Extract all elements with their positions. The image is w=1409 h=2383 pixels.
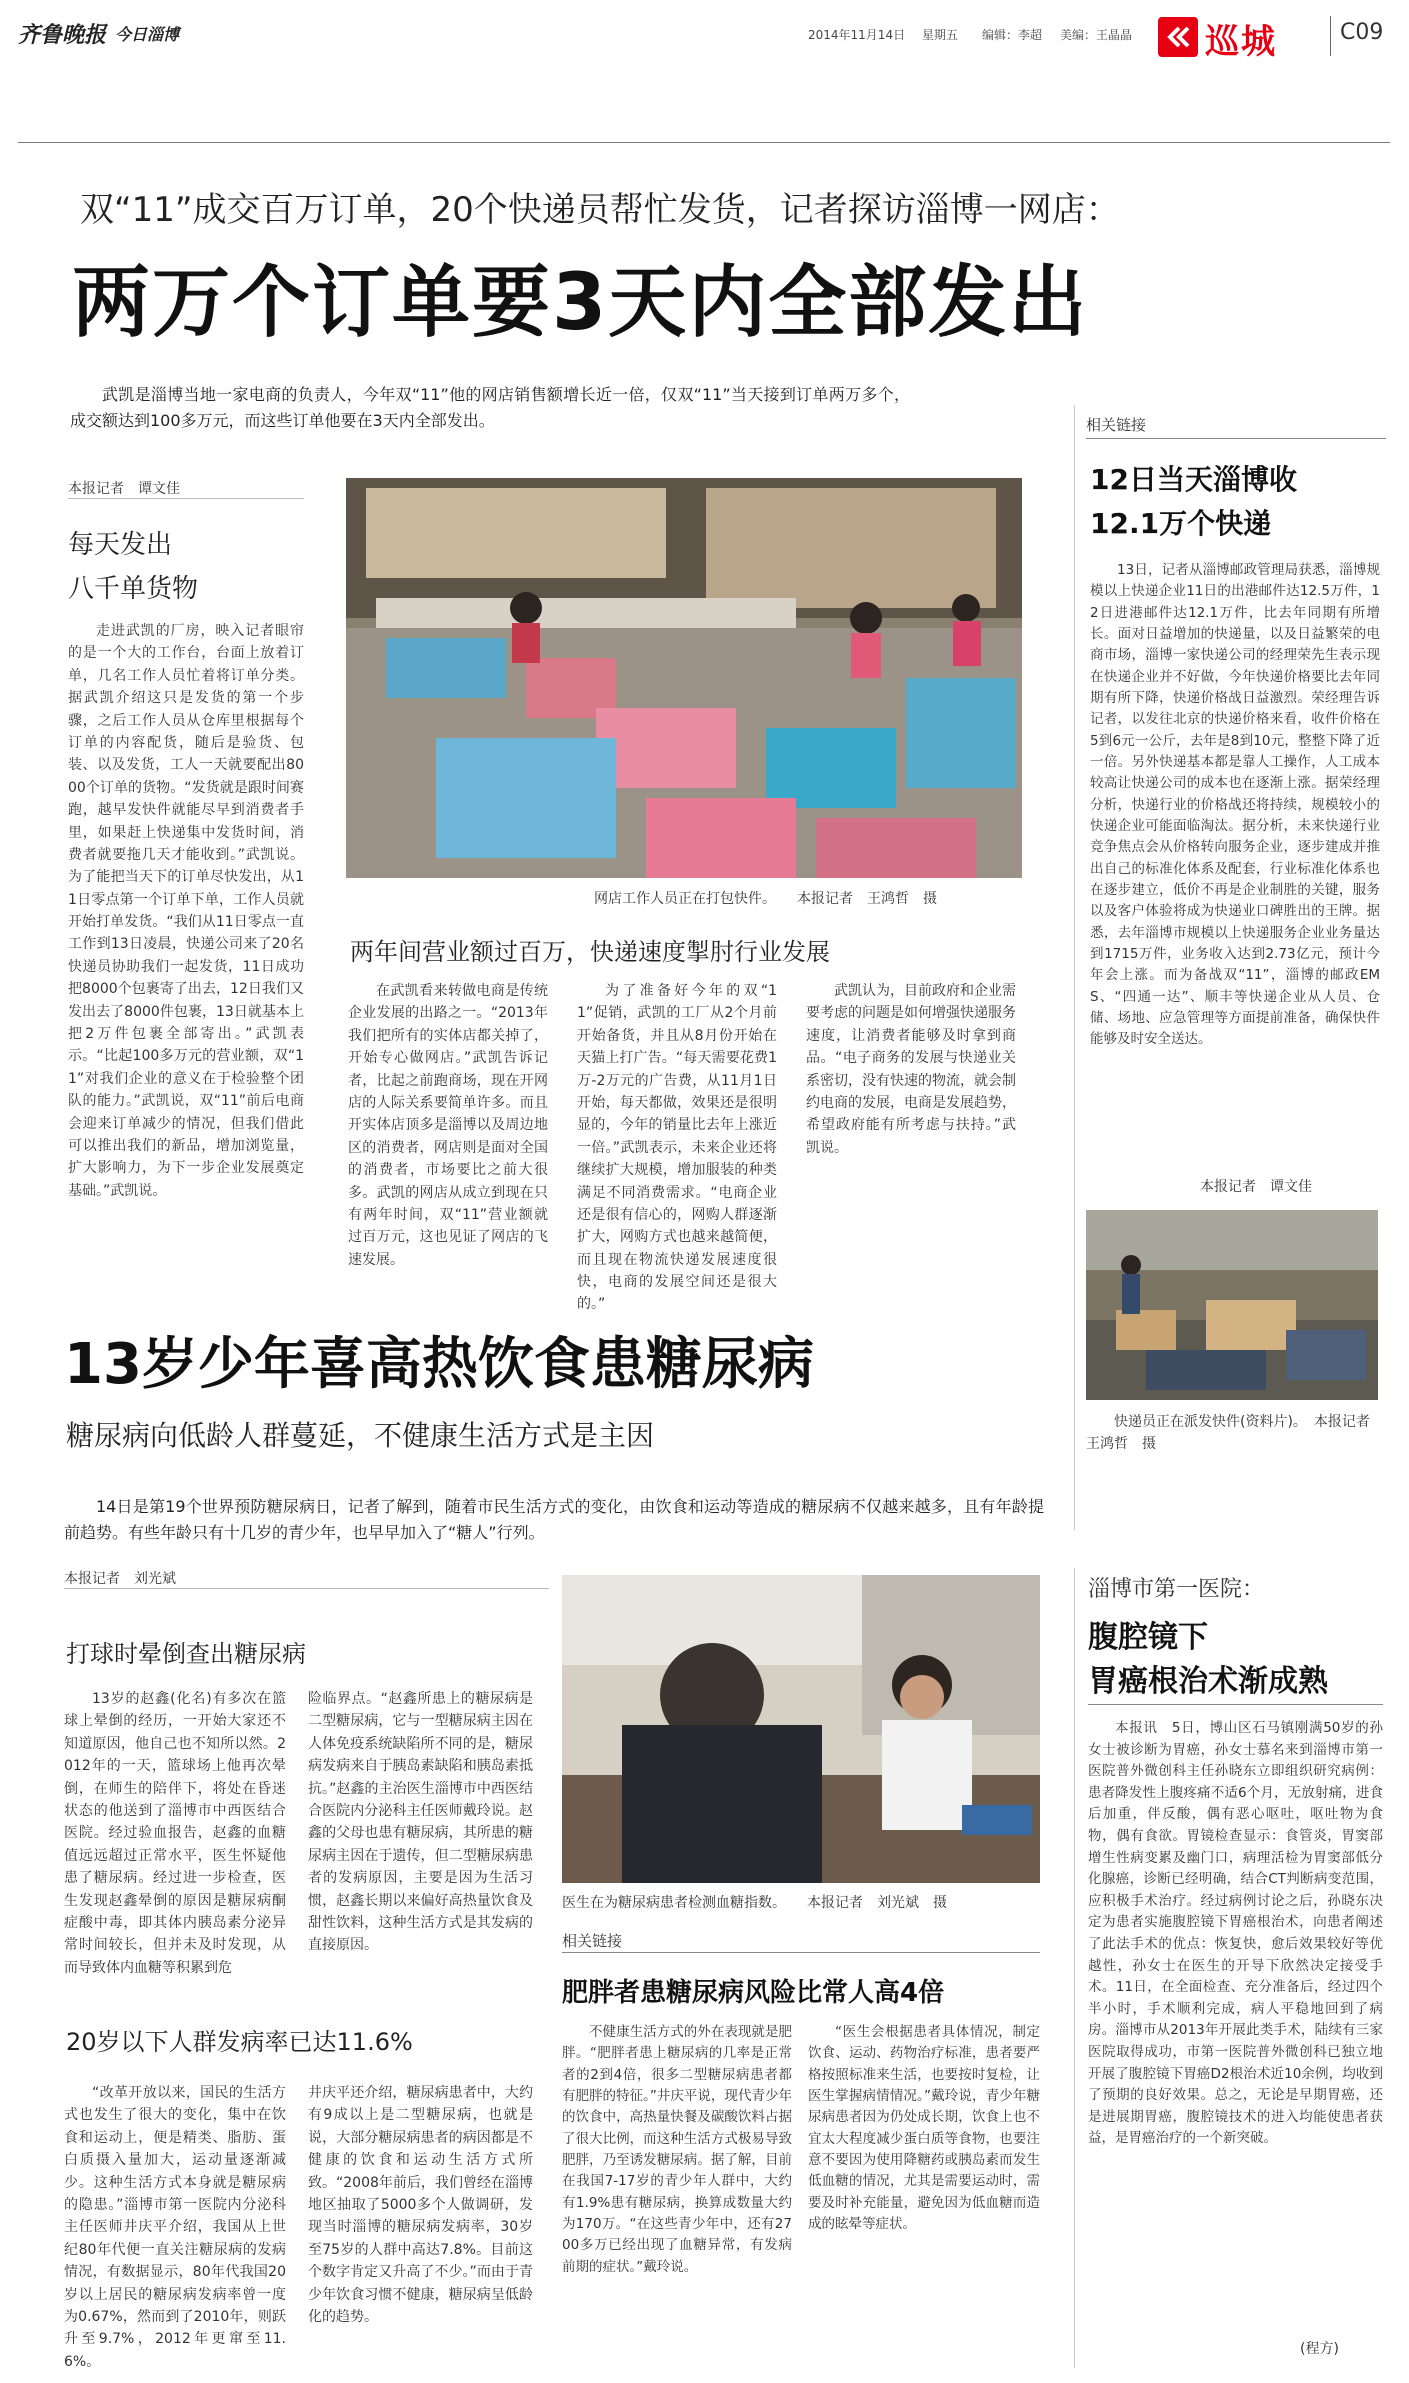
section-name: 今日淄博 bbox=[115, 25, 180, 44]
story2-link-label: 相关链接 bbox=[562, 1932, 623, 1950]
sidebar1-label: 相关链接 bbox=[1086, 416, 1147, 434]
page-number: C09 bbox=[1340, 20, 1384, 45]
courier-photo bbox=[1086, 1210, 1378, 1400]
story1-column-1: 走进武凯的厂房，映入记者眼帘的是一个大的工作台，台面上放着订单，几名工作人员忙着将订单分类。据武凯介绍这只是发货的第一个步骤，之后工作人员从仓库里根据每个订单的内容配货，随后是验货、包装、以及发货，工人一天就要配出8000个订单的货物。“发货就是跟时间赛跑，越早发快件就能尽早到消费者手里，如果赶上快递集中发货时间，消费者就要拖几天才能收到。”武凯说。为了能把当天下的订单尽快发出，从11日零点第一个订单下单，工作人员就开始打单发货。“我们从11日零点一直工作到13日凌晨，快递公司来了20名快递员协助我们一起发货，11日成功把8000个包裹寄了出去，12日我们又发出去了8000件包裹，13日就基本上把2万件包裹全部寄出。”武凯表示。“比起100多万元的营业额，双“11”对我们企业的意义在于检验整个团队的能力。”武凯说，双“11”前后电商会迎来订单减少的情况，但我们借此可以推出我们的新品，增加浏览量，扩大影响力，为下一步企业发展奠定基础。”武凯说。 bbox=[68, 623, 304, 1199]
story2-column-1: 13岁的赵鑫(化名)有多次在篮球上晕倒的经历，一开始大家还不知道原因，他自己也不知所以然。2012年的一天，篮球场上他再次晕倒，在师生的陪伴下，将处在昏迷状态的他送到了淄博市中西医结合医院。经过验血报告，赵鑫的血糖值远远超过正常水平，医生怀疑他患了糖尿病。经过进一步检查，医生发现赵鑫晕倒的原因是糖尿病酮症酸中毒，即其体内胰岛素分泌异常时间较长，但并未及时发现，从而导致体内血糖等积累到危 bbox=[64, 1691, 286, 1976]
story2-column-4: 井庆平还介绍，糖尿病患者中，大约有9成以上是二型糖尿病，也就是说，大部分糖尿病患者的病因都是不健康的饮食和运动生活方式所致。“2008年前后，我们曾经在淄博地区抽取了5000多个人做调研，发现当时淄博的糖尿病发病率，30岁至75岁的人群中高达7.8%。目前这个数字肯定又升高了不少。”而由于青少年饮食习惯不健康，糖尿病呈低龄化的趋势。 bbox=[308, 2085, 533, 2325]
issue-date: 2014年11月14日 bbox=[808, 28, 906, 42]
story2-headline: 13岁少年喜高热饮食患糖尿病 bbox=[64, 1332, 814, 1397]
story1-column-3: 为了准备好今年的双“11”促销，武凯的工厂从2个月前开始备货，并且从8月份开始在天猫上打广告。“每天需要花费1万-2万元的广告费，从11月1日开始，每天都做，效果还是很明显的，今年的销量比去年上涨近一倍。”武凯表示，未来企业还将继续扩大规模，增加服装的种类满足不同消费需求。“电商企业还是很有信心的，网购人群逐渐扩大，网购方式也越来越简便，而且现在物流快递发展速度很快，电商的发展空间还是很大的。” bbox=[577, 983, 777, 1313]
sidebar1-title-line2: 12.1万个快递 bbox=[1090, 507, 1272, 540]
packing-photo bbox=[346, 478, 1022, 878]
diabetes-photo-caption: 医生在为糖尿病患者检测血糖指数。 本报记者 刘光斌 摄 bbox=[562, 1895, 947, 1911]
sidebar2-byline: (程方) bbox=[1300, 2341, 1339, 2357]
column-badge bbox=[1158, 17, 1198, 57]
sidebar2-title-line1: 腹腔镜下 bbox=[1088, 1620, 1208, 1655]
packing-photo-image bbox=[346, 478, 1022, 878]
sidebar2-body: 本报讯 5日，博山区石马镇刚满50岁的孙女士被诊断为胃癌，孙女士慕名来到淄博市第一医院普外微创科主任孙晓东立即组织研究病例：患者降发性上腹疼痛不适6个月，无放射痛，进食后加重，伴反酸，偶有恶心呕吐，呕吐物为食物，偶有食欲。胃镜检查显示：食管炎，胃窦部增生性病变累及幽门口，病理活检为胃窦部低分化腺癌，诊断已经明确，结合CT判断病变范围，应积极手术治疗。经过病例讨论之后，孙晓东决定为患者实施腹腔镜下胃癌根治术，向患者阐述了此法手术的优点：恢复快，愈后效果较好等优越性，孙女士在医生的开导下欣然决定接受手术。11日，在全面检查、充分准备后，经过四个半小时，手术顺利完成，病人平稳地回到了病房。淄博市从2013年开展此类手术，陆续有三家医院取得成功，市第一医院普外微创科已独立地开展了腹腔镜下胃癌D2根治术近10余例，均收到了预期的良好效果。总之，无论是早期胃癌，还是进展期胃癌，腹腔镜技术的进入均能使患者获益，是胃癌治疗的一个新突破。 bbox=[1088, 1720, 1383, 2147]
story1-lead: 武凯是淄博当地一家电商的负责人，今年双“11”他的网店销售额增长近一倍，仅双“11”当天接到订单两万多个，成交额达到100多万元，而这些订单他要在3天内全部发出。 bbox=[70, 385, 910, 431]
double-chevron-icon bbox=[1158, 17, 1198, 57]
story2-column-3: “改革开放以来，国民的生活方式也发生了很大的变化，集中在饮食和运动上，便是精类、脂肪、蛋白质摄入量加大，运动量逐渐减少。这种生活方式本身就是糖尿病的隐患。”淄博市第一医院内分泌科主任医师井庆平介绍，我国从上世纪80年代便一直关注糖尿病的发病情况，有数据显示，80年代我国20岁以上居民的糖尿病发病率曾一度为0.67%，然而到了2010年，则跃升至9.7%，2012年更窜至11.6%。 bbox=[64, 2085, 286, 2370]
diabetes-photo-image bbox=[562, 1575, 1040, 1883]
story2-link-column-2: “医生会根据患者具体情况，制定饮食、运动、药物治疗标准，患者要严格按照标准来生活，也要按时复检，让医生掌握病情情况。”戴玲说，青少年糖尿病患者因为仍处成长期，饮食上也不宜太大程度减少蛋白质等食物，也要注意不要因为使用降糖药或胰岛素而发生低血糖的情况，尤其是需要运动时，需要及时补充能量，避免因为低血糖而造成的眩晕等症状。 bbox=[808, 2024, 1040, 2232]
courier-photo-caption: 快递员正在派发快件(资料片)。 本报记者 王鸿哲 摄 bbox=[1086, 1414, 1384, 1452]
story2-link-column-1: 不健康生活方式的外在表现就是肥胖。“肥胖者患上糖尿病的几率是正常者的2到4倍，很多二型糖尿病患者都有肥胖的特征。”井庆平说，现代青少年的饮食中，高热量快餐及碳酸饮料占据了很大比例，而这种生活方式极易导致肥胖，乃至诱发糖尿病。据了解，目前在我国7-17岁的青少年人群中，大约有1.9%患有糖尿病，换算成数量大约为170万。“在这些青少年中，还有2700多万已经出现了血糖异常，有发病前期的症状。”戴玲说。 bbox=[562, 2024, 792, 2275]
story1-subhead-1-line2: 八千单货物 bbox=[68, 574, 199, 604]
sidebar2-kicker: 淄博市第一医院： bbox=[1088, 1577, 1265, 1602]
paper-name: 齐鲁晚报 bbox=[18, 22, 107, 48]
story2-subtitle: 糖尿病向低龄人群蔓延，不健康生活方式是主因 bbox=[66, 1419, 655, 1452]
masthead-divider bbox=[18, 142, 1390, 143]
story2-subhead-2: 20岁以下人群发病率已达11.6% bbox=[66, 2028, 413, 2056]
story2-link-title: 肥胖者患糖尿病风险比常人高4倍 bbox=[562, 1978, 945, 2008]
story1-column-4: 武凯认为，目前政府和企业需要考虑的问题是如何增强快递服务速度，让消费者能够及时拿到商品。“电子商务的发展与快递业关系密切，没有快速的物流，就会制约电商的发展，电商是发展趋势，希望政府能有所考虑与扶持。”武凯说。 bbox=[806, 983, 1016, 1156]
page-designer: 美编：王晶晶 bbox=[1060, 28, 1133, 42]
sidebar1-title-line1: 12日当天淄博收 bbox=[1090, 463, 1297, 496]
diabetes-photo bbox=[562, 1575, 1040, 1883]
courier-photo-image bbox=[1086, 1210, 1378, 1400]
column-name: 巡城 bbox=[1205, 22, 1277, 62]
sidebar1-byline: 本报记者 谭文佳 bbox=[1200, 1179, 1312, 1195]
story2-subhead-1: 打球时晕倒查出糖尿病 bbox=[66, 1640, 306, 1668]
sidebar1-body: 13日，记者从淄博邮政管理局获悉，淄博规模以上快递企业11日的出港邮件达12.5万件，12日进港邮件达12.1万件，比去年同期有所增长。面对日益增加的快递量，以及日益繁荣的电商市场，淄博一家快递公司的经理荣先生表示现在快递企业并不好做，今年快递价格要比去年同期有所下降，快递价格战日益激烈。荣经理告诉记者，以发往北京的快递价格来看，收件价格在5到6元一公斤，去年是8到10元，整整下降了近一倍。另外快递基本都是靠人工操作，人工成本较高让快递公司的成本也在逐渐上涨。据荣经理分析，快递行业的价格战还将持续，规模较小的快递企业可能面临淘汰。据分析，未来快递行业竞争焦点会从价格转向服务企业，逐步建成并推出自己的标准化体系及配套，行业标准化体系也在逐步建立，低价不再是企业制胜的关键，服务以及客户体验将成为快递业口碑胜出的王牌。据悉，去年淄博市规模以上快递服务企业业务量达到1715万件，业务收入达到2.73亿元，预计今年会上涨。而为备战双“11”，淄博的邮政EMS、“四通一达”、顺丰等快递企业从人员、仓储、场地、应急管理等方面提前准备，确保快件能够及时安全送达。 bbox=[1090, 562, 1380, 1048]
story2-lead: 14日是第19个世界预防糖尿病日，记者了解到，随着市民生活方式的变化，由饮食和运动等造成的糖尿病不仅越来越多，且有年龄提前趋势。有些年龄只有十几岁的青少年，也早早加入了“糖人”行列。 bbox=[64, 1497, 1044, 1543]
story1-column-2: 在武凯看来转做电商是传统企业发展的出路之一。“2013年我们把所有的实体店都关掉了，开始专心做网店。”武凯告诉记者，比起之前跑商场，现在开网店的人际关系要简单许多。而且开实体店顶多是淄博以及周边地区的消费者，网店则是面对全国的消费者，市场要比之前大很多。武凯的网店从成立到现在只有两年时间，双“11”营业额就过百万元，这也见证了网店的飞速发展。 bbox=[348, 983, 548, 1268]
sidebar2-title-line2: 胃癌根治术渐成熟 bbox=[1088, 1664, 1328, 1699]
issue-weekday: 星期五 bbox=[922, 28, 959, 42]
packing-photo-caption: 网店工作人员正在打包快件。 本报记者 王鸿哲 摄 bbox=[594, 891, 937, 907]
story1-headline: 两万个订单要3天内全部发出 bbox=[72, 258, 1089, 348]
story1-byline: 本报记者 谭文佳 bbox=[68, 481, 180, 497]
story2-column-2: 险临界点。“赵鑫所患上的糖尿病是二型糖尿病，它与一型糖尿病主因在人体免疫系统缺陷所不同的是，糖尿病发病来自于胰岛素缺陷和胰岛素抵抗。”赵鑫的主治医生淄博市中西医结合医院内分泌科主任医师戴玲说。赵鑫的父母也患有糖尿病，其所患的糖尿病主因在于遗传，但二型糖尿病患者的发病原因，主要是因为生活习惯，赵鑫长期以来偏好高热量饮食及甜性饮料，这种生活方式是其发病的直接原因。 bbox=[308, 1691, 533, 1954]
masthead bbox=[0, 0, 1409, 60]
story1-subhead-1-line1: 每天发出 bbox=[68, 530, 173, 560]
story2-byline: 本报记者 刘光斌 bbox=[64, 1571, 176, 1587]
story1-kicker: 双“11”成交百万订单，20个快递员帮忙发货，记者探访淄博一网店： bbox=[80, 190, 1120, 230]
page-editor: 编辑：李超 bbox=[982, 28, 1043, 42]
story1-subhead-2: 两年间营业额过百万，快递速度掣肘行业发展 bbox=[350, 938, 830, 966]
